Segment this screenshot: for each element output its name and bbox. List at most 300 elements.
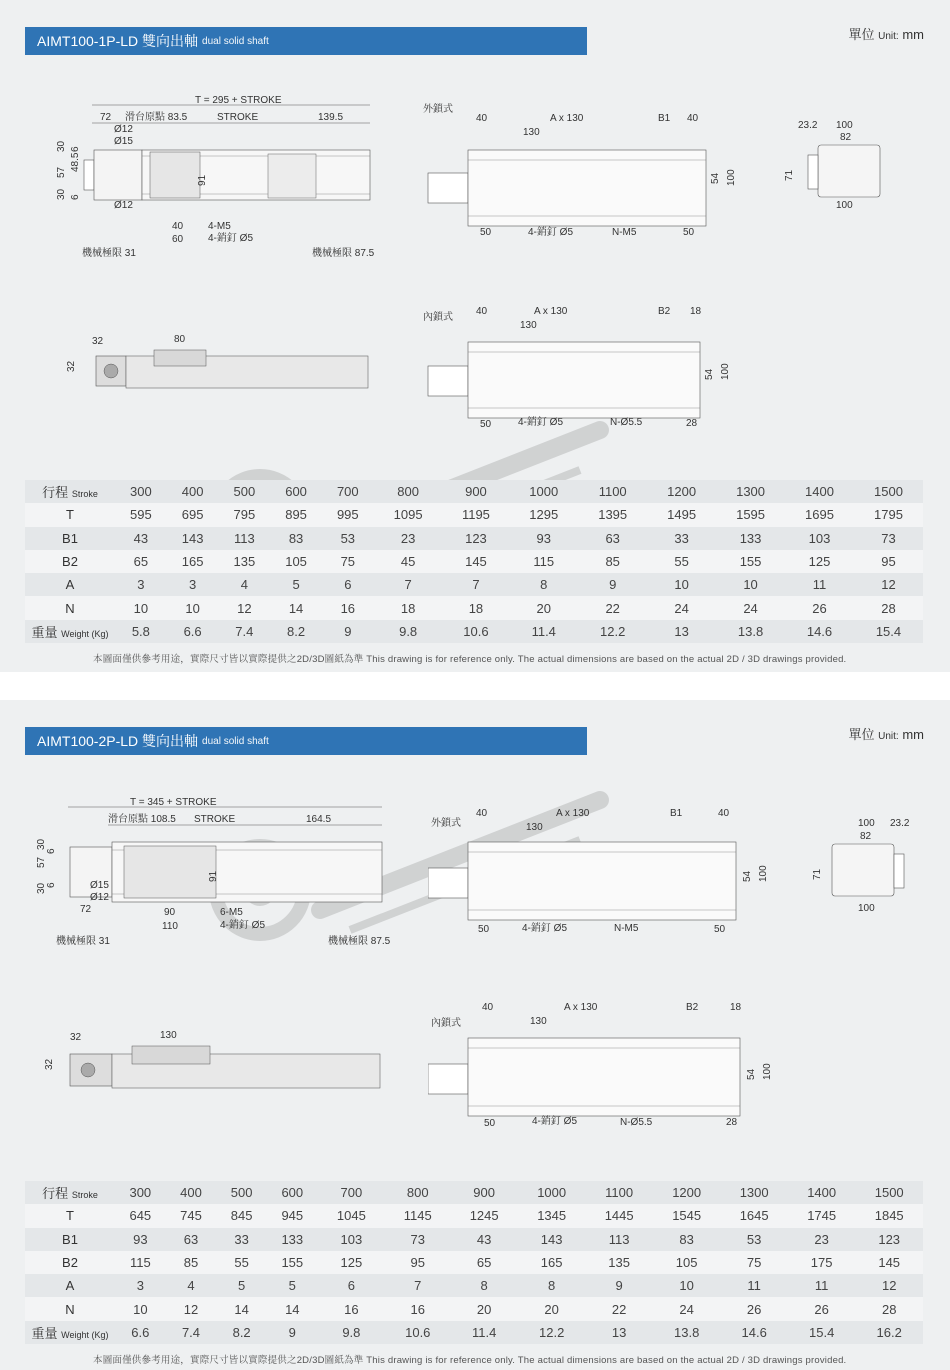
spec-cell: 65 <box>450 1251 518 1274</box>
ext-dim-40b: 40 <box>718 808 730 819</box>
int-lock-label: 內鎖式 <box>431 1018 461 1029</box>
ext-dim-a130: A x 130 <box>550 113 584 124</box>
spec-cell: 113 <box>218 527 270 550</box>
spec-cell: 9 <box>578 573 647 596</box>
dim-60: 60 <box>172 234 184 245</box>
spec-cell: 13 <box>647 620 716 643</box>
spec-cell: 73 <box>854 527 923 550</box>
side-dim-71: 71 <box>784 169 795 181</box>
dim-30-bottom: 30 <box>36 882 47 894</box>
unit-label-small: Unit: <box>878 731 899 742</box>
ext-dim-130: 130 <box>523 127 540 138</box>
spec-cell: 10 <box>115 1297 166 1320</box>
spec-cell: 1200 <box>647 480 716 503</box>
int-dim-54: 54 <box>746 1068 757 1080</box>
dim-139: 139.5 <box>318 112 344 123</box>
int-dim-n55: N-Ø5.5 <box>620 1117 653 1128</box>
dim-91: 91 <box>208 870 219 882</box>
spec-row-header <box>25 1274 115 1297</box>
spec-row-label-small: Weight (Kg) <box>61 628 109 639</box>
spec-cell: 3 <box>167 573 219 596</box>
spec-cell: 33 <box>216 1228 267 1251</box>
spec-row-header <box>25 503 115 526</box>
spec-cell: 11.4 <box>450 1321 518 1344</box>
spec-row <box>25 480 923 503</box>
side-view-drawing <box>810 812 920 912</box>
spec-cell: 165 <box>518 1251 586 1274</box>
spec-cell: 600 <box>270 480 322 503</box>
dim-phi12-bottom: Ø12 <box>114 200 133 211</box>
ext-lock-label: 外鎖式 <box>423 104 453 115</box>
section-title-bar <box>25 27 587 55</box>
spec-cell: 11.4 <box>509 620 578 643</box>
limit-right: 機械極限 87.5 <box>328 936 390 947</box>
side-dim-82: 82 <box>860 831 872 842</box>
int-dim-18: 18 <box>690 306 702 317</box>
isometric-view-drawing <box>60 328 380 398</box>
spec-cell: 8.2 <box>270 620 322 643</box>
ext-dim-40a: 40 <box>476 113 488 124</box>
spec-cell: 900 <box>450 1181 518 1204</box>
spec-cell: 995 <box>322 503 374 526</box>
spec-cell: 12 <box>855 1274 923 1297</box>
spec-cell: 500 <box>216 1181 267 1204</box>
spec-cell: 8 <box>518 1274 586 1297</box>
dim-57: 57 <box>36 856 47 868</box>
spec-cell: 11 <box>720 1274 788 1297</box>
spec-cell: 15.4 <box>788 1321 856 1344</box>
spec-cell: 18 <box>374 596 443 619</box>
spec-cell: 10.6 <box>443 620 510 643</box>
int-dim-54: 54 <box>704 368 715 380</box>
spec-cell: 45 <box>374 550 443 573</box>
spec-cell: 6.6 <box>167 620 219 643</box>
spec-cell: 14.6 <box>785 620 854 643</box>
spec-cell: 63 <box>166 1228 217 1251</box>
spec-cell: 75 <box>322 550 374 573</box>
spec-row <box>25 1204 923 1227</box>
product-section-2 <box>0 700 950 1366</box>
top-view-drawing <box>50 90 380 270</box>
ext-dim-pin: 4-銷釘 Ø5 <box>522 923 568 934</box>
ext-dim-nm5: N-M5 <box>612 227 637 238</box>
spec-cell: 300 <box>115 1181 166 1204</box>
spec-cell: 12 <box>218 596 270 619</box>
spec-cell: 945 <box>267 1204 318 1227</box>
spec-cell: 12.2 <box>518 1321 586 1344</box>
spec-table <box>25 1181 923 1344</box>
int-dim-pin: 4-銷釘 Ø5 <box>532 1116 578 1127</box>
limit-right: 機械極限 87.5 <box>312 248 375 259</box>
spec-cell: 1045 <box>318 1204 386 1227</box>
spec-cell: 133 <box>267 1228 318 1251</box>
spec-row-label: 行程 <box>42 1186 69 1202</box>
spec-row-label: N <box>65 600 75 616</box>
spec-cell: 9.8 <box>374 620 443 643</box>
spec-cell: 85 <box>166 1251 217 1274</box>
spec-cell: 7 <box>374 573 443 596</box>
spec-cell: 3 <box>115 573 167 596</box>
section-divider <box>0 672 950 700</box>
spec-cell: 8 <box>450 1274 518 1297</box>
spec-row-header <box>25 1251 115 1274</box>
spec-row-label: A <box>65 577 75 593</box>
spec-row-label: B1 <box>62 530 78 546</box>
dim-30-top: 30 <box>36 838 47 850</box>
spec-cell: 28 <box>855 1297 923 1320</box>
spec-cell: 11 <box>788 1274 856 1297</box>
spec-cell: 103 <box>318 1228 386 1251</box>
spec-cell: 1395 <box>578 503 647 526</box>
spec-cell: 9 <box>267 1321 318 1344</box>
spec-cell: 10.6 <box>385 1321 450 1344</box>
int-dim-18: 18 <box>730 1002 742 1013</box>
spec-cell: 5.8 <box>115 620 167 643</box>
spec-cell: 895 <box>270 503 322 526</box>
spec-cell: 7 <box>443 573 510 596</box>
spec-row-header <box>25 1228 115 1251</box>
spec-cell: 1300 <box>720 1181 788 1204</box>
int-dim-130: 130 <box>520 320 537 331</box>
section-subtitle: dual solid shaft <box>202 35 269 47</box>
spec-cell: 4 <box>166 1274 217 1297</box>
dim-stroke: STROKE <box>217 112 259 123</box>
spec-cell: 1000 <box>509 480 578 503</box>
spec-cell: 14.6 <box>720 1321 788 1344</box>
spec-cell: 1200 <box>653 1181 721 1204</box>
dim-stroke: STROKE <box>194 814 236 825</box>
spec-cell: 1595 <box>716 503 785 526</box>
spec-row <box>25 550 923 573</box>
spec-cell: 1400 <box>788 1181 856 1204</box>
spec-cell: 5 <box>270 573 322 596</box>
spec-row <box>25 527 923 550</box>
spec-cell: 26 <box>788 1297 856 1320</box>
iso-dim-32b: 32 <box>44 1058 55 1070</box>
dim-phi15: Ø15 <box>90 880 109 891</box>
dim-origin: 滑台原點 108.5 <box>108 814 176 825</box>
spec-row <box>25 1228 923 1251</box>
spec-row <box>25 1321 923 1344</box>
dim-phi15-top: Ø15 <box>114 136 133 147</box>
spec-cell: 300 <box>115 480 167 503</box>
dim-phi12-top: Ø12 <box>114 124 133 135</box>
spec-cell: 20 <box>518 1297 586 1320</box>
unit-label-text: 單位 <box>848 727 875 742</box>
spec-row-label: T <box>66 507 74 523</box>
iso-dim-32b: 32 <box>66 360 77 372</box>
spec-row-header <box>25 573 115 596</box>
top-view-drawing <box>30 792 390 952</box>
dim-48: 48.5 <box>70 152 81 172</box>
int-dim-100: 100 <box>720 363 731 380</box>
spec-row <box>25 1251 923 1274</box>
spec-cell: 1500 <box>854 480 923 503</box>
spec-cell: 14 <box>267 1297 318 1320</box>
dim-total-length: T = 295 + STROKE <box>195 95 282 106</box>
dim-6-m5: 6-M5 <box>220 907 243 918</box>
spec-cell: 900 <box>443 480 510 503</box>
spec-cell: 1695 <box>785 503 854 526</box>
spec-cell: 115 <box>509 550 578 573</box>
spec-cell: 24 <box>647 596 716 619</box>
spec-cell: 1645 <box>720 1204 788 1227</box>
dim-origin: 滑台原點 83.5 <box>125 112 188 123</box>
dim-6-top: 6 <box>70 146 81 152</box>
int-dim-b2: B2 <box>686 1002 699 1013</box>
dim-57: 57 <box>56 166 67 178</box>
spec-cell: 9.8 <box>318 1321 386 1344</box>
dim-total-length: T = 345 + STROKE <box>130 797 217 808</box>
iso-dim-80: 80 <box>174 334 186 345</box>
int-dim-pin: 4-銷釘 Ø5 <box>518 417 564 428</box>
side-dim-82: 82 <box>840 132 852 143</box>
spec-cell: 10 <box>716 573 785 596</box>
dim-4-m5: 4-M5 <box>208 221 231 232</box>
spec-row <box>25 1181 923 1204</box>
ext-dim-130: 130 <box>526 822 543 833</box>
ext-dim-nm5: N-M5 <box>614 923 639 934</box>
spec-row <box>25 1274 923 1297</box>
spec-cell: 695 <box>167 503 219 526</box>
dim-110: 110 <box>162 921 178 932</box>
spec-cell: 14 <box>216 1297 267 1320</box>
spec-cell: 73 <box>385 1228 450 1251</box>
side-dim-100b: 100 <box>836 200 853 211</box>
spec-cell: 6.6 <box>115 1321 166 1344</box>
dim-40: 40 <box>172 221 184 232</box>
spec-cell: 6 <box>318 1274 386 1297</box>
spec-cell: 1295 <box>509 503 578 526</box>
spec-cell: 20 <box>450 1297 518 1320</box>
spec-row-label: 重量 <box>31 624 58 640</box>
spec-cell: 13 <box>585 1321 653 1344</box>
int-dim-100: 100 <box>762 1063 773 1080</box>
unit-value: mm <box>902 727 924 742</box>
spec-cell: 23 <box>374 527 443 550</box>
int-lock-label: 內鎖式 <box>423 312 453 323</box>
spec-cell: 26 <box>785 596 854 619</box>
spec-cell: 595 <box>115 503 167 526</box>
side-view-drawing <box>780 115 900 215</box>
spec-cell: 175 <box>788 1251 856 1274</box>
spec-cell: 1400 <box>785 480 854 503</box>
ext-dim-40a: 40 <box>476 808 488 819</box>
spec-cell: 43 <box>450 1228 518 1251</box>
spec-row-label: B2 <box>62 554 78 570</box>
dim-pin: 4-銷釘 Ø5 <box>220 920 266 931</box>
spec-cell: 135 <box>218 550 270 573</box>
spec-cell: 12 <box>166 1297 217 1320</box>
external-lock-drawing <box>420 98 750 243</box>
spec-cell: 43 <box>115 527 167 550</box>
int-dim-28: 28 <box>686 418 698 429</box>
side-dim-100b: 100 <box>858 903 875 912</box>
spec-cell: 5 <box>267 1274 318 1297</box>
spec-cell: 105 <box>653 1251 721 1274</box>
spec-cell: 600 <box>267 1181 318 1204</box>
spec-cell: 14 <box>270 596 322 619</box>
spec-cell: 795 <box>218 503 270 526</box>
spec-cell: 33 <box>647 527 716 550</box>
spec-cell: 93 <box>509 527 578 550</box>
dim-90: 90 <box>164 907 176 918</box>
int-dim-28: 28 <box>726 1117 738 1128</box>
spec-row-header <box>25 1204 115 1227</box>
int-dim-50: 50 <box>480 419 492 430</box>
int-dim-a130: A x 130 <box>564 1002 598 1013</box>
spec-cell: 1245 <box>450 1204 518 1227</box>
spec-cell: 85 <box>578 550 647 573</box>
spec-cell: 105 <box>270 550 322 573</box>
spec-cell: 115 <box>115 1251 166 1274</box>
ext-dim-100: 100 <box>758 865 769 882</box>
spec-cell: 1445 <box>585 1204 653 1227</box>
side-dim-100a: 100 <box>836 120 853 131</box>
spec-cell: 20 <box>509 596 578 619</box>
spec-row-header <box>25 1297 115 1320</box>
ext-dim-100: 100 <box>726 169 737 186</box>
spec-cell: 1100 <box>578 480 647 503</box>
spec-row <box>25 620 923 643</box>
spec-cell: 400 <box>167 480 219 503</box>
spec-cell: 145 <box>855 1251 923 1274</box>
spec-cell: 1095 <box>374 503 443 526</box>
spec-cell: 1545 <box>653 1204 721 1227</box>
spec-cell: 1500 <box>855 1181 923 1204</box>
unit-label <box>849 724 925 743</box>
spec-cell: 800 <box>374 480 443 503</box>
spec-cell: 10 <box>647 573 716 596</box>
side-dim-71: 71 <box>812 868 823 880</box>
int-dim-40: 40 <box>476 306 488 317</box>
spec-cell: 845 <box>216 1204 267 1227</box>
ext-dim-pin: 4-銷釘 Ø5 <box>528 227 574 238</box>
iso-dim-32a: 32 <box>92 336 104 347</box>
spec-cell: 1795 <box>854 503 923 526</box>
dim-91: 91 <box>197 174 208 186</box>
ext-dim-50b: 50 <box>714 924 726 935</box>
spec-cell: 95 <box>854 550 923 573</box>
spec-cell: 135 <box>585 1251 653 1274</box>
ext-dim-54: 54 <box>710 172 721 184</box>
spec-cell: 1345 <box>518 1204 586 1227</box>
ext-dim-b1: B1 <box>658 113 671 124</box>
spec-table <box>25 480 923 643</box>
spec-row-header <box>25 480 115 503</box>
dim-6-top: 6 <box>46 848 57 854</box>
spec-cell: 143 <box>518 1228 586 1251</box>
int-dim-n55: N-Ø5.5 <box>610 417 643 428</box>
spec-cell: 83 <box>653 1228 721 1251</box>
dim-164: 164.5 <box>306 814 332 825</box>
spec-cell: 155 <box>716 550 785 573</box>
spec-cell: 125 <box>318 1251 386 1274</box>
spec-row-label: 重量 <box>31 1325 58 1341</box>
dim-30-top: 30 <box>56 140 67 152</box>
product-section-1 <box>0 0 950 665</box>
disclaimer-note: 本圖面僅供參考用途，實際尺寸皆以實際提供之2D/3D圖紙為準 This drawing is for reference only. The actual dimensions are based on the actual 2D / 3D drawings provided. <box>93 1355 847 1366</box>
spec-cell: 10 <box>653 1274 721 1297</box>
spec-cell: 22 <box>578 596 647 619</box>
spec-row-label-small: Stroke <box>71 1190 98 1201</box>
spec-cell: 63 <box>578 527 647 550</box>
spec-cell: 18 <box>443 596 510 619</box>
spec-cell: 55 <box>647 550 716 573</box>
spec-cell: 123 <box>855 1228 923 1251</box>
spec-cell: 7.4 <box>166 1321 217 1344</box>
ext-dim-50a: 50 <box>480 227 492 238</box>
spec-cell: 75 <box>720 1251 788 1274</box>
spec-cell: 23 <box>788 1228 856 1251</box>
spec-cell: 133 <box>716 527 785 550</box>
spec-row-label: A <box>65 1278 75 1294</box>
spec-cell: 123 <box>443 527 510 550</box>
spec-cell: 165 <box>167 550 219 573</box>
spec-cell: 113 <box>585 1228 653 1251</box>
disclaimer-note: 本圖面僅供參考用途，實際尺寸皆以實際提供之2D/3D圖紙為準 This drawing is for reference only. The actual dimensions are based on the actual 2D / 3D drawings provided. <box>93 654 847 665</box>
spec-row-label: 行程 <box>42 485 69 501</box>
spec-cell: 28 <box>854 596 923 619</box>
spec-cell: 65 <box>115 550 167 573</box>
spec-cell: 12 <box>854 573 923 596</box>
spec-cell: 16.2 <box>855 1321 923 1344</box>
spec-row <box>25 596 923 619</box>
spec-row-header <box>25 1321 115 1344</box>
spec-row-header <box>25 620 115 643</box>
spec-cell: 10 <box>167 596 219 619</box>
internal-lock-drawing <box>428 998 778 1138</box>
spec-row-header <box>25 527 115 550</box>
spec-cell: 700 <box>322 480 374 503</box>
spec-cell: 26 <box>720 1297 788 1320</box>
ext-dim-a130: A x 130 <box>556 808 590 819</box>
ext-dim-50b: 50 <box>683 227 695 238</box>
dim-phi12: Ø12 <box>90 892 109 903</box>
spec-cell: 103 <box>785 527 854 550</box>
dim-6-bottom: 6 <box>46 882 57 888</box>
spec-cell: 8 <box>509 573 578 596</box>
spec-cell: 1745 <box>788 1204 856 1227</box>
spec-cell: 53 <box>720 1228 788 1251</box>
int-dim-50: 50 <box>484 1118 496 1129</box>
spec-row-header <box>25 1181 115 1204</box>
unit-label-text: 單位 <box>848 27 875 42</box>
spec-cell: 1300 <box>716 480 785 503</box>
spec-row-label: B1 <box>62 1231 78 1247</box>
spec-cell: 400 <box>166 1181 217 1204</box>
spec-row <box>25 573 923 596</box>
spec-cell: 1195 <box>443 503 510 526</box>
ext-lock-label: 外鎖式 <box>431 818 461 829</box>
spec-cell: 24 <box>653 1297 721 1320</box>
spec-cell: 6 <box>322 573 374 596</box>
spec-cell: 1495 <box>647 503 716 526</box>
spec-cell: 16 <box>385 1297 450 1320</box>
spec-cell: 1145 <box>385 1204 450 1227</box>
spec-row-header <box>25 550 115 573</box>
spec-cell: 155 <box>267 1251 318 1274</box>
dim-30-bottom: 30 <box>56 188 67 200</box>
iso-dim-32a: 32 <box>70 1032 82 1043</box>
spec-cell: 95 <box>385 1251 450 1274</box>
spec-cell: 7.4 <box>218 620 270 643</box>
spec-cell: 53 <box>322 527 374 550</box>
spec-cell: 9 <box>585 1274 653 1297</box>
side-dim-23: 23.2 <box>798 120 818 131</box>
ext-dim-50a: 50 <box>478 924 490 935</box>
spec-cell: 16 <box>318 1297 386 1320</box>
